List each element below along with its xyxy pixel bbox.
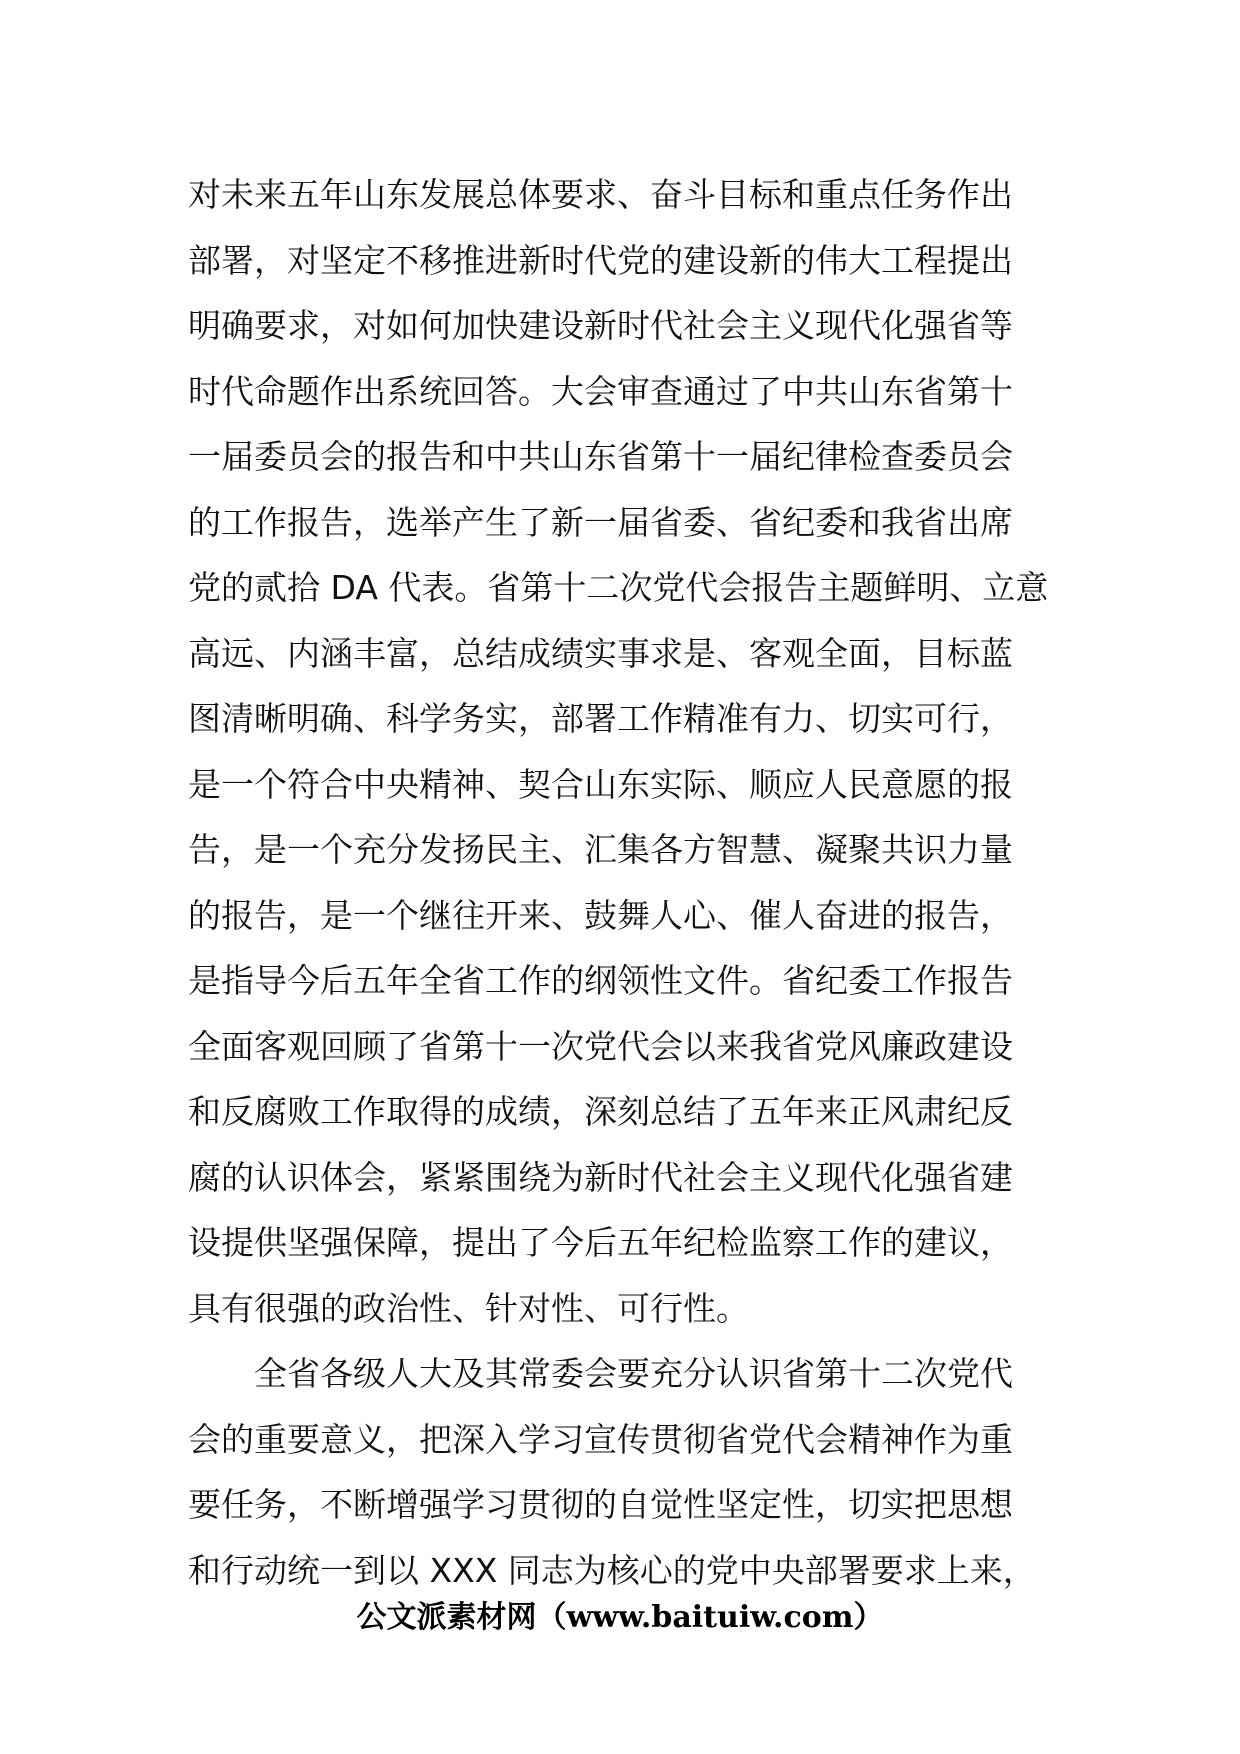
body-text [188, 162, 1060, 1603]
text-line: 会的重要意义，把深入学习宣传贯彻省党代会精神作为重 [188, 1419, 1013, 1459]
paragraph-first-line: 全省各级人大及其常委会要充分认识省第十二次党代 [254, 1354, 1013, 1393]
footer-watermark: 公文派素材网（www.baituiw.com） [356, 1600, 884, 1635]
text-line: 设提供坚强保障，提出了今后五年纪检监察工作的建议， [188, 1223, 1013, 1262]
text-line: 明确要求，对如何加快建设新时代社会主义现代化强省等 [188, 306, 1013, 345]
text-line: 的报告，是一个继往开来、鼓舞人心、催人奋进的报告， [188, 895, 1013, 935]
text-line: 的工作报告，选举产生了新一届省委、省纪委和我省出席 [188, 502, 1013, 542]
text-line: 图清晰明确、科学务实，部署工作精准有力、切实可行， [188, 699, 1013, 738]
text-line: 腐的认识体会，紧紧围绕为新时代社会主义现代化强省建 [188, 1157, 1013, 1197]
text-line: 部署，对坚定不移推进新时代党的建设新的伟大工程提出 [188, 240, 1013, 280]
text-line: 是指导今后五年全省工作的纲领性文件。省纪委工作报告 [188, 961, 1013, 1000]
text-line: 具有很强的政治性、针对性、可行性。 [188, 1288, 749, 1328]
text-line: 是一个符合中央精神、契合山东实际、顺应人民意愿的报 [188, 764, 1013, 804]
text-line: 告，是一个充分发扬民主、汇集各方智慧、凝聚共识力量 [188, 830, 1013, 869]
text-line: 时代命题作出系统回答。大会审查通过了中共山东省第十 [188, 371, 1013, 411]
text-line: 和行动统一到以 XXX 同志为核心的党中央部署要求上来， [188, 1550, 1036, 1590]
text-line: 党的贰拾 DA 代表。省第十二次党代会报告主题鲜明、立意 [188, 568, 1049, 607]
text-line: 一届委员会的报告和中共山东省第十一届纪律检查委员会 [188, 437, 1013, 476]
text-line: 对未来五年山东发展总体要求、奋斗目标和重点任务作出 [188, 175, 1013, 214]
text-line: 高远、内涵丰富，总结成绩实事求是、客观全面，目标蓝 [188, 633, 1013, 673]
text-line: 全面客观回顾了省第十一次党代会以来我省党风廉政建设 [188, 1026, 1013, 1066]
text-line: 要任务，不断增强学习贯彻的自觉性坚定性，切实把思想 [188, 1485, 1013, 1524]
text-line: 和反腐败工作取得的成绩，深刻总结了五年来正风肃纪反 [188, 1092, 1013, 1131]
